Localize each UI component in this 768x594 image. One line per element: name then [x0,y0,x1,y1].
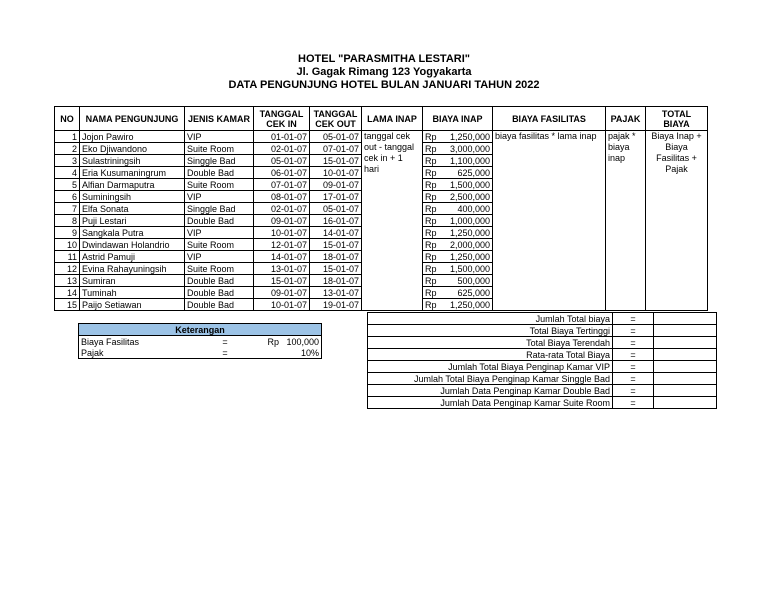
row-currency: Rp [423,263,440,275]
row-jenis: Suite Room [185,143,254,155]
row-jenis: Double Bad [185,167,254,179]
summary-value [654,349,717,361]
row-nama: Astrid Pamuji [80,251,185,263]
col-cekout: TANGGAL CEK OUT [310,107,362,131]
col-biaya: BIAYA INAP [423,107,493,131]
summary-value [654,325,717,337]
row-biaya: 3,000,000 [439,143,492,155]
row-no: 5 [55,179,80,191]
row-cekin: 15-01-07 [254,275,310,287]
row-cekout: 09-01-07 [310,179,362,191]
row-no: 13 [55,275,80,287]
row-biaya: 1,250,000 [439,227,492,239]
summary-equals: = [613,325,654,337]
row-jenis: VIP [185,131,254,143]
summary-row [368,361,717,373]
row-currency: Rp [423,251,440,263]
summary-equals: = [613,361,654,373]
row-cekin: 09-01-07 [254,215,310,227]
row-cekout: 13-01-07 [310,287,362,299]
row-currency: Rp [423,275,440,287]
row-currency: Rp [423,143,440,155]
row-nama: Sulastriningsih [80,155,185,167]
row-cekin: 14-01-07 [254,251,310,263]
summary-row [368,337,717,349]
row-no: 4 [55,167,80,179]
row-nama: Elfa Sonata [80,203,185,215]
col-cekin: TANGGAL CEK IN [254,107,310,131]
row-nama: Suminingsih [80,191,185,203]
row-no: 8 [55,215,80,227]
row-cekin: 02-01-07 [254,203,310,215]
row-jenis: Suite Room [185,239,254,251]
row-currency: Rp [423,131,440,143]
row-jenis: Singgle Bad [185,203,254,215]
row-cekout: 15-01-07 [310,239,362,251]
row-nama: Alfian Darmaputra [80,179,185,191]
row-cekout: 15-01-07 [310,155,362,167]
row-currency: Rp [423,287,440,299]
hotel-address: Jl. Gagak Rimang 123 Yogyakarta [296,66,472,78]
col-pajak: PAJAK [606,107,646,131]
row-jenis: Double Bad [185,287,254,299]
row-cekout: 19-01-07 [310,299,362,311]
row-cekin: 13-01-07 [254,263,310,275]
row-no: 2 [55,143,80,155]
summary-value [654,373,717,385]
row-jenis: Double Bad [185,215,254,227]
keterangan-label: Pajak [79,347,194,359]
col-no: NO [55,107,80,131]
keterangan-label: Biaya Fasilitas [79,336,194,348]
row-cekin: 10-01-07 [254,299,310,311]
summary-row [368,397,717,409]
row-jenis: VIP [185,227,254,239]
formula-pajak: pajak * biaya inap [606,131,646,311]
row-currency: Rp [423,167,440,179]
row-biaya: 2,500,000 [439,191,492,203]
row-biaya: 500,000 [439,275,492,287]
keterangan-currency: Rp [267,336,279,347]
row-cekout: 15-01-07 [310,263,362,275]
row-cekin: 07-01-07 [254,179,310,191]
keterangan-equals: = [193,347,257,359]
row-biaya: 625,000 [439,287,492,299]
row-no: 9 [55,227,80,239]
row-nama: Eria Kusumaningrum [80,167,185,179]
visitor-table [54,106,708,311]
row-nama: Evina Rahayuningsih [80,263,185,275]
row-cekout: 17-01-07 [310,191,362,203]
row-nama: Dwindawan Holandrio [80,239,185,251]
formula-lama-inap: tanggal cek out - tanggal cek in + 1 hari [362,131,423,311]
summary-equals: = [613,313,654,325]
row-currency: Rp [423,227,440,239]
row-biaya: 1,500,000 [439,263,492,275]
row-biaya: 1,000,000 [439,215,492,227]
row-biaya: 1,250,000 [439,299,492,311]
row-cekout: 18-01-07 [310,251,362,263]
keterangan-value: 10% [281,347,322,359]
row-cekout: 05-01-07 [310,131,362,143]
row-currency: Rp [423,203,440,215]
row-cekout: 18-01-07 [310,275,362,287]
summary-row [368,373,717,385]
summary-table [367,312,717,409]
summary-label: Jumlah Data Penginap Kamar Suite Room [368,397,613,409]
row-biaya: 1,100,000 [439,155,492,167]
row-no: 1 [55,131,80,143]
formula-biaya-fasilitas: biaya fasilitas * lama inap [493,131,606,311]
row-cekin: 08-01-07 [254,191,310,203]
row-currency: Rp [423,215,440,227]
row-cekin: 06-01-07 [254,167,310,179]
summary-equals: = [613,385,654,397]
row-jenis: Suite Room [185,179,254,191]
summary-label: Rata-rata Total Biaya [368,349,613,361]
row-biaya: 1,250,000 [439,131,492,143]
row-cekout: 16-01-07 [310,215,362,227]
row-biaya: 625,000 [439,167,492,179]
keterangan-currency [257,347,281,359]
summary-equals: = [613,349,654,361]
row-biaya: 1,500,000 [439,179,492,191]
row-cekout: 05-01-07 [310,203,362,215]
row-jenis: Double Bad [185,299,254,311]
summary-row [368,313,717,325]
row-biaya: 1,250,000 [439,251,492,263]
row-cekin: 01-01-07 [254,131,310,143]
row-no: 14 [55,287,80,299]
row-currency: Rp [423,179,440,191]
summary-value [654,337,717,349]
summary-row [368,385,717,397]
summary-value [654,361,717,373]
row-no: 11 [55,251,80,263]
row-nama: Jojon Pawiro [80,131,185,143]
row-cekout: 07-01-07 [310,143,362,155]
col-jenis: JENIS KAMAR [185,107,254,131]
document-title: DATA PENGUNJUNG HOTEL BULAN JANUARI TAHUN 2022 [228,79,540,91]
row-cekin: 10-01-07 [254,227,310,239]
summary-label: Jumlah Data Penginap Kamar Double Bad [368,385,613,397]
row-nama: Sumiran [80,275,185,287]
summary-equals: = [613,373,654,385]
row-biaya: 400,000 [439,203,492,215]
row-currency: Rp [423,191,440,203]
row-nama: Puji Lestari [80,215,185,227]
keterangan-value: 100,000 [281,336,322,348]
summary-equals: = [613,337,654,349]
row-nama: Eko Djiwandono [80,143,185,155]
summary-label: Jumlah Total Biaya Penginap Kamar Singgle Bad [368,373,613,385]
row-jenis: Double Bad [185,275,254,287]
row-cekin: 12-01-07 [254,239,310,251]
row-cekout: 10-01-07 [310,167,362,179]
row-no: 7 [55,203,80,215]
row-no: 15 [55,299,80,311]
row-no: 6 [55,191,80,203]
row-no: 3 [55,155,80,167]
row-currency: Rp [423,239,440,251]
keterangan-row [79,336,322,348]
row-jenis: VIP [185,191,254,203]
row-currency: Rp [423,299,440,311]
row-nama: Sangkala Putra [80,227,185,239]
summary-label: Jumlah Total Biaya Penginap Kamar VIP [368,361,613,373]
col-fasilitas: BIAYA FASILITAS [493,107,606,131]
row-jenis: VIP [185,251,254,263]
summary-label: Total Biaya Terendah [368,337,613,349]
row-biaya: 2,000,000 [439,239,492,251]
col-nama: NAMA PENGUNJUNG [80,107,185,131]
keterangan-box [78,323,322,359]
row-jenis: Singgle Bad [185,155,254,167]
row-nama: Tuminah [80,287,185,299]
col-lama: LAMA INAP [362,107,423,131]
formula-total-biaya: Biaya Inap + Biaya Fasilitas + Pajak [646,131,708,311]
row-jenis: Suite Room [185,263,254,275]
summary-value [654,313,717,325]
summary-row [368,325,717,337]
table-row [55,131,708,143]
keterangan-title: Keterangan [79,324,322,336]
row-nama: Paijo Setiawan [80,299,185,311]
summary-label: Jumlah Total biaya [368,313,613,325]
summary-equals: = [613,397,654,409]
col-total: TOTAL BIAYA [646,107,708,131]
summary-value [654,397,717,409]
hotel-name: HOTEL "PARASMITHA LESTARI" [298,53,470,65]
row-cekin: 02-01-07 [254,143,310,155]
row-cekin: 05-01-07 [254,155,310,167]
row-currency: Rp [423,155,440,167]
keterangan-row [79,347,322,359]
row-no: 12 [55,263,80,275]
row-no: 10 [55,239,80,251]
keterangan-equals: = [222,336,228,347]
summary-row [368,349,717,361]
summary-value [654,385,717,397]
row-cekout: 14-01-07 [310,227,362,239]
row-cekin: 09-01-07 [254,287,310,299]
summary-label: Total Biaya Tertinggi [368,325,613,337]
